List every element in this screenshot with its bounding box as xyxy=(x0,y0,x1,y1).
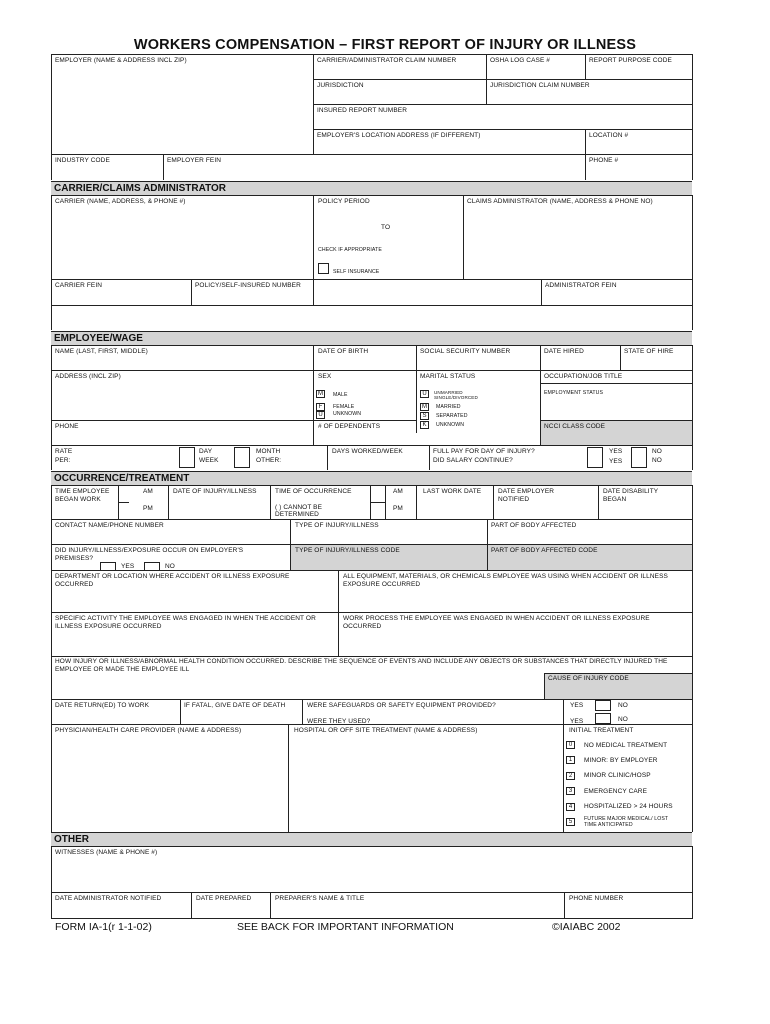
premises-yes-label: YES xyxy=(121,563,135,570)
admin-fein-label: ADMINISTRATOR FEIN xyxy=(545,282,617,289)
salary-yes-label: YES xyxy=(609,458,623,465)
occurrence-header: OCCURRENCE/TREATMENT xyxy=(51,471,692,486)
sex-code-f[interactable]: F xyxy=(316,403,325,411)
carrier-fein-label: CARRIER FEIN xyxy=(55,282,103,289)
treatment-code-0[interactable]: 0 xyxy=(566,741,575,749)
state-hire-label: STATE OF HIRE xyxy=(624,348,674,355)
form-title: WORKERS COMPENSATION – FIRST REPORT OF INJURY OR ILLNESS xyxy=(133,37,637,53)
body-part-label: PART OF BODY AFFECTED xyxy=(491,522,577,529)
sex-label: SEX xyxy=(318,373,332,380)
date-injury-label: DATE OF INJURY/ILLNESS xyxy=(173,488,257,495)
carrier-name-label: CARRIER (NAME, ADDRESS, & PHONE #) xyxy=(55,198,186,205)
sex-male-label: MALE xyxy=(333,392,348,398)
used-no-label: NO xyxy=(618,716,628,723)
full-pay-label: FULL PAY FOR DAY OF INJURY? xyxy=(433,448,535,455)
sex-female-label: FEMALE xyxy=(333,404,355,410)
ncci-label: NCCI CLASS CODE xyxy=(544,423,606,430)
employer-name-field[interactable] xyxy=(55,68,309,152)
treatment-code-2[interactable]: 2 xyxy=(566,772,575,780)
osha-log-label: OSHA LOG CASE # xyxy=(490,57,551,64)
safeguards-no-label: NO xyxy=(618,702,628,709)
address-label: ADDRESS (INCL ZIP) xyxy=(55,373,121,380)
employer-notified-label: DATE EMPLOYER NOTIFIED xyxy=(498,488,555,503)
treatment-label-5: FUTURE MAJOR MEDICAL/ LOST TIME ANTICIPATED xyxy=(584,816,669,828)
marital-unmarried-label: UNMARRIED SINGLE/DIVORCED xyxy=(434,390,478,400)
contact-label: CONTACT NAME/PHONE NUMBER xyxy=(55,522,164,529)
date-returned-label: DATE RETURN(ED) TO WORK xyxy=(55,702,150,709)
date-death-label: IF FATAL, GIVE DATE OF DEATH xyxy=(184,702,286,709)
used-label: WERE THEY USED? xyxy=(307,718,371,725)
treatment-label-1: MINOR: BY EMPLOYER xyxy=(584,757,658,764)
cause-code-label: CAUSE OF INJURY CODE xyxy=(548,675,629,682)
activity-label: SPECIFIC ACTIVITY THE EMPLOYEE WAS ENGAGED IN WHEN THE ACCIDENT OR ILLNESS EXPOSURE OCCURRED xyxy=(55,615,316,630)
sex-code-u[interactable]: U xyxy=(316,411,325,419)
jurisdiction-claim-label: JURISDICTION CLAIM NUMBER xyxy=(490,82,590,89)
process-label: WORK PROCESS THE EMPLOYEE WAS ENGAGED IN WHEN ACCIDENT OR ILLNESS EXPOSURE OCCURRED xyxy=(343,615,650,630)
sex-unknown-label: UNKNOWN xyxy=(333,411,362,417)
how-occurred-label: HOW INJURY OR ILLNESS/ABNORMAL HEALTH CONDITION OCCURRED. DESCRIBE THE SEQUENCE OF EVENTS AND INCLUDE ANY OBJECTS OR SUBSTANCES THAT DIRECTLY INJURED THE EMPLOYEE OR MADE THE EMPLOYEE ILL xyxy=(55,658,668,673)
other-label: OTHER: xyxy=(256,457,282,464)
employment-status-label: EMPLOYMENT STATUS xyxy=(544,390,604,396)
equipment-label: ALL EQUIPMENT, MATERIALS, OR CHEMICALS EMPLOYEE WAS USING WHEN ACCIDENT OR ILLNESS EXPOSURE OCCURRED xyxy=(343,573,668,588)
marital-unknown-label: UNKNOWN xyxy=(436,422,465,428)
jurisdiction-label: JURISDICTION xyxy=(317,82,364,89)
marital-code-k[interactable]: K xyxy=(420,421,429,429)
on-premises-label: DID INJURY/ILLNESS/EXPOSURE OCCUR ON EMPLOYER'S PREMISES? xyxy=(55,547,244,562)
full-pay-yes-label: YES xyxy=(609,448,623,455)
marital-separated-label: SEPARATED xyxy=(436,413,468,419)
month-label: MONTH xyxy=(256,448,281,455)
per-day-checkbox[interactable] xyxy=(179,447,195,468)
copyright: ©IAIABC 2002 xyxy=(552,921,621,933)
preparer-label: PREPARER'S NAME & TITLE xyxy=(275,895,365,902)
body-code-label: PART OF BODY AFFECTED CODE xyxy=(491,547,598,554)
self-insurance-checkbox[interactable] xyxy=(318,263,329,274)
safeguards-label: WERE SAFEGUARDS OR SAFETY EQUIPMENT PROVIDED? xyxy=(307,702,496,709)
hospital-label: HOSPITAL OR OFF SITE TREATMENT (NAME & ADDRESS) xyxy=(294,727,478,734)
policy-to-label: TO xyxy=(381,224,391,231)
policy-period-label: POLICY PERIOD xyxy=(318,198,370,205)
premises-no-label: NO xyxy=(165,563,175,570)
used-yes-label: YES xyxy=(570,718,584,725)
week-label: WEEK xyxy=(199,457,219,464)
full-pay-no-checkbox[interactable] xyxy=(631,447,647,468)
began-pm-label: PM xyxy=(143,505,153,512)
occurrence-pm-label: PM xyxy=(393,505,403,512)
check-appropriate-label: CHECK IF APPROPRIATE xyxy=(318,247,382,253)
other-header: OTHER xyxy=(51,832,692,847)
type-injury-label: TYPE OF INJURY/ILLNESS xyxy=(295,522,379,529)
treatment-code-1[interactable]: 1 xyxy=(566,756,575,764)
used-yes-checkbox[interactable] xyxy=(595,713,611,724)
location-address-label: EMPLOYER'S LOCATION ADDRESS (IF DIFFERENT) xyxy=(317,132,481,139)
treatment-code-5[interactable]: 5 xyxy=(566,818,575,826)
report-purpose-label: REPORT PURPOSE CODE xyxy=(589,57,672,64)
insured-report-label: INSURED REPORT NUMBER xyxy=(317,107,407,114)
treatment-code-3[interactable]: 3 xyxy=(566,787,575,795)
date-prepared-label: DATE PREPARED xyxy=(196,895,252,902)
treatment-label-3: EMERGENCY CARE xyxy=(584,788,648,795)
sex-code-m[interactable]: M xyxy=(318,391,323,397)
safeguards-yes-label: YES xyxy=(570,702,584,709)
treatment-label-0: NO MEDICAL TREATMENT xyxy=(584,742,668,749)
salary-no-label: NO xyxy=(652,457,662,464)
department-label: DEPARTMENT OR LOCATION WHERE ACCIDENT OR ILLNESS EXPOSURE OCCURRED xyxy=(55,573,290,588)
ssn-label: SOCIAL SECURITY NUMBER xyxy=(420,348,511,355)
industry-code-label: INDUSTRY CODE xyxy=(55,157,110,164)
salary-continue-label: DID SALARY CONTINUE? xyxy=(433,457,513,464)
see-back-note: SEE BACK FOR IMPORTANT INFORMATION xyxy=(237,921,454,933)
policy-number-label: POLICY/SELF-INSURED NUMBER xyxy=(195,282,301,289)
phone-label: PHONE # xyxy=(589,157,619,164)
occurrence-am-label: AM xyxy=(393,488,403,495)
occupation-label: OCCUPATION/JOB TITLE xyxy=(544,373,623,380)
claims-admin-label: CLAIMS ADMINISTRATOR (NAME, ADDRESS & PHONE NO) xyxy=(467,198,653,205)
dob-label: DATE OF BIRTH xyxy=(318,348,369,355)
began-work-label: TIME EMPLOYEE BEGAN WORK xyxy=(55,488,110,503)
employee-phone-label: PHONE xyxy=(55,423,79,430)
date-admin-notified-label: DATE ADMINISTRATOR NOTIFIED xyxy=(55,895,162,902)
phone-number-label: PHONE NUMBER xyxy=(569,895,624,902)
last-work-date-label: LAST WORK DATE xyxy=(423,488,482,495)
carrier-header: CARRIER/CLAIMS ADMINISTRATOR xyxy=(51,181,692,196)
marital-married-label: MARRIED xyxy=(436,404,461,410)
cannot-determine-label: ( ) CANNOT BE DETERMINED xyxy=(275,504,323,518)
physician-label: PHYSICIAN/HEALTH CARE PROVIDER (NAME & ADDRESS) xyxy=(55,727,242,734)
time-occurrence-label: TIME OF OCCURRENCE xyxy=(275,488,352,495)
initial-treatment-label: INITIAL TREATMENT xyxy=(569,727,634,734)
carrier-claim-number-label: CARRIER/ADMINISTRATOR CLAIM NUMBER xyxy=(317,57,457,64)
treatment-code-4[interactable]: 4 xyxy=(566,803,575,811)
day-label: DAY xyxy=(199,448,213,455)
witnesses-label: WITNESSES (NAME & PHONE #) xyxy=(55,849,158,856)
per-label: PER: xyxy=(55,457,71,464)
rate-label: RATE xyxy=(55,448,73,455)
marital-code-u[interactable]: U xyxy=(420,390,429,398)
treatment-label-4: HOSPITALIZED > 24 HOURS xyxy=(584,803,673,810)
began-am-label: AM xyxy=(143,488,153,495)
employer-fein-label: EMPLOYER FEIN xyxy=(167,157,222,164)
safeguards-yes-checkbox[interactable] xyxy=(595,700,611,711)
employer-name-label: EMPLOYER (NAME & ADDRESS INCL ZIP) xyxy=(55,57,187,64)
location-number-label: LOCATION # xyxy=(589,132,629,139)
treatment-label-2: MINOR CLINIC/HOSP xyxy=(584,772,651,779)
marital-code-s[interactable]: S xyxy=(420,412,429,420)
date-hired-label: DATE HIRED xyxy=(544,348,584,355)
disability-began-label: DATE DISABILITY BEGAN xyxy=(603,488,659,503)
full-pay-yes-checkbox[interactable] xyxy=(587,447,603,468)
form-number: FORM IA-1(r 1-1-02) xyxy=(55,921,152,933)
full-pay-no-label: NO xyxy=(652,448,662,455)
employee-header: EMPLOYEE/WAGE xyxy=(51,331,692,346)
marital-label: MARITAL STATUS xyxy=(420,373,476,380)
marital-code-m[interactable]: M xyxy=(422,404,427,410)
self-insurance-label: SELF INSURANCE xyxy=(333,269,380,275)
days-worked-label: DAYS WORKED/WEEK xyxy=(332,448,403,455)
type-code-label: TYPE OF INJURY/ILLNESS CODE xyxy=(295,547,400,554)
per-month-checkbox[interactable] xyxy=(234,447,250,468)
employee-name-label: NAME (LAST, FIRST, MIDDLE) xyxy=(55,348,148,355)
dependents-label: # OF DEPENDENTS xyxy=(318,423,381,430)
